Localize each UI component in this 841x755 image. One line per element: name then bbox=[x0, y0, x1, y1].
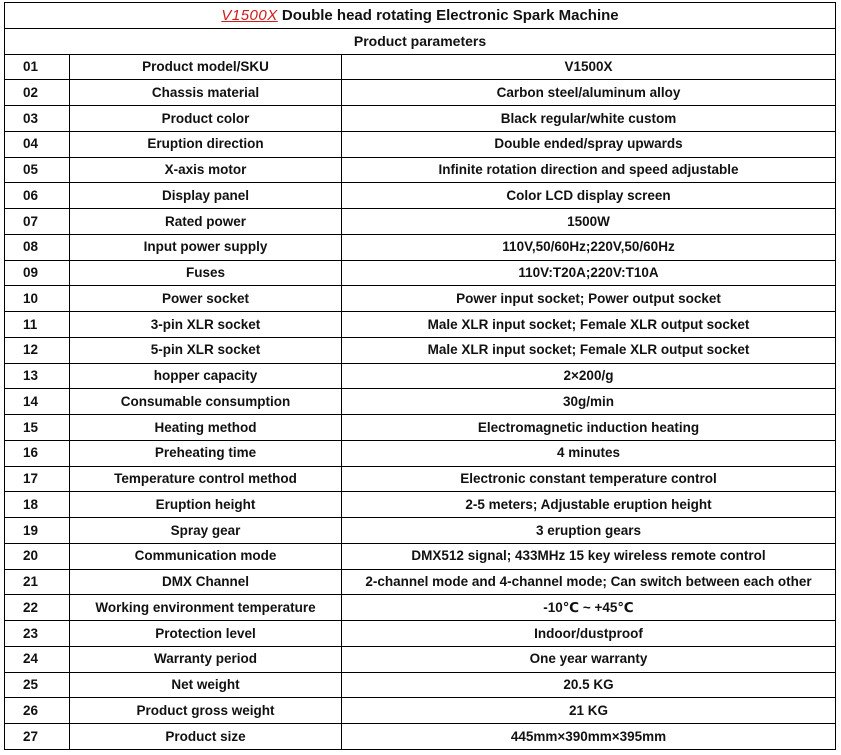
parameter-value: 3 eruption gears bbox=[342, 518, 836, 544]
parameter-name: Heating method bbox=[70, 415, 342, 441]
parameter-value: Double ended/spray upwards bbox=[342, 131, 836, 157]
section-heading: Product parameters bbox=[5, 28, 836, 54]
spec-table bbox=[4, 2, 836, 750]
spec-table-body bbox=[5, 3, 836, 750]
parameter-value: Infinite rotation direction and speed adjustable bbox=[342, 157, 836, 183]
parameter-name: Eruption height bbox=[70, 492, 342, 518]
parameter-name: Net weight bbox=[70, 672, 342, 698]
table-row bbox=[5, 286, 836, 312]
parameter-name: Protection level bbox=[70, 621, 342, 647]
row-number: 13 bbox=[5, 363, 70, 389]
row-number: 06 bbox=[5, 183, 70, 209]
row-number: 10 bbox=[5, 286, 70, 312]
parameter-value: Black regular/white custom bbox=[342, 106, 836, 132]
row-number: 14 bbox=[5, 389, 70, 415]
parameter-name: hopper capacity bbox=[70, 363, 342, 389]
table-row bbox=[5, 621, 836, 647]
parameter-name: Communication mode bbox=[70, 543, 342, 569]
parameter-value: Power input socket; Power output socket bbox=[342, 286, 836, 312]
row-number: 08 bbox=[5, 234, 70, 260]
table-row bbox=[5, 415, 836, 441]
parameter-value: 445mm×390mm×395mm bbox=[342, 724, 836, 750]
parameter-name: Working environment temperature bbox=[70, 595, 342, 621]
row-number: 17 bbox=[5, 466, 70, 492]
table-row bbox=[5, 54, 836, 80]
row-number: 07 bbox=[5, 209, 70, 235]
parameter-value: 110V,50/60Hz;220V,50/60Hz bbox=[342, 234, 836, 260]
parameter-value: Electromagnetic induction heating bbox=[342, 415, 836, 441]
row-number: 12 bbox=[5, 337, 70, 363]
parameter-value: Male XLR input socket; Female XLR output socket bbox=[342, 312, 836, 338]
title-model-number: V1500X bbox=[221, 6, 278, 24]
parameter-value: V1500X bbox=[342, 54, 836, 80]
table-row bbox=[5, 337, 836, 363]
row-number: 26 bbox=[5, 698, 70, 724]
table-row bbox=[5, 698, 836, 724]
parameter-value: -10℃ ~ +45℃ bbox=[342, 595, 836, 621]
table-row bbox=[5, 157, 836, 183]
parameter-name: Product gross weight bbox=[70, 698, 342, 724]
parameter-value: 4 minutes bbox=[342, 440, 836, 466]
parameter-name: X-axis motor bbox=[70, 157, 342, 183]
parameter-name: Display panel bbox=[70, 183, 342, 209]
parameter-name: 5-pin XLR socket bbox=[70, 337, 342, 363]
parameter-value: 30g/min bbox=[342, 389, 836, 415]
table-row bbox=[5, 363, 836, 389]
row-number: 02 bbox=[5, 80, 70, 106]
row-number: 11 bbox=[5, 312, 70, 338]
title-text: Double head rotating Electronic Spark Machine bbox=[281, 6, 619, 24]
parameter-name: Eruption direction bbox=[70, 131, 342, 157]
parameter-value: One year warranty bbox=[342, 646, 836, 672]
table-row bbox=[5, 518, 836, 544]
row-number: 18 bbox=[5, 492, 70, 518]
table-row bbox=[5, 234, 836, 260]
parameter-value: Indoor/dustproof bbox=[342, 621, 836, 647]
parameter-name: Warranty period bbox=[70, 646, 342, 672]
row-number: 09 bbox=[5, 260, 70, 286]
parameter-name: Temperature control method bbox=[70, 466, 342, 492]
parameter-name: Fuses bbox=[70, 260, 342, 286]
parameter-name: Consumable consumption bbox=[70, 389, 342, 415]
parameter-name: Product model/SKU bbox=[70, 54, 342, 80]
row-number: 27 bbox=[5, 724, 70, 750]
row-number: 22 bbox=[5, 595, 70, 621]
row-number: 24 bbox=[5, 646, 70, 672]
table-row bbox=[5, 440, 836, 466]
row-number: 04 bbox=[5, 131, 70, 157]
row-number: 03 bbox=[5, 106, 70, 132]
row-number: 23 bbox=[5, 621, 70, 647]
table-row bbox=[5, 672, 836, 698]
parameter-name: Preheating time bbox=[70, 440, 342, 466]
parameter-value: Electronic constant temperature control bbox=[342, 466, 836, 492]
parameter-name: Rated power bbox=[70, 209, 342, 235]
row-number: 05 bbox=[5, 157, 70, 183]
parameter-name: Product size bbox=[70, 724, 342, 750]
table-row bbox=[5, 260, 836, 286]
table-row bbox=[5, 209, 836, 235]
parameter-name: Product color bbox=[70, 106, 342, 132]
parameter-value: 2-5 meters; Adjustable eruption height bbox=[342, 492, 836, 518]
row-number: 21 bbox=[5, 569, 70, 595]
table-row bbox=[5, 106, 836, 132]
parameter-name: Input power supply bbox=[70, 234, 342, 260]
row-number: 25 bbox=[5, 672, 70, 698]
table-row bbox=[5, 312, 836, 338]
parameter-value: DMX512 signal; 433MHz 15 key wireless remote control bbox=[342, 543, 836, 569]
table-row bbox=[5, 595, 836, 621]
parameter-value: Male XLR input socket; Female XLR output socket bbox=[342, 337, 836, 363]
table-row bbox=[5, 569, 836, 595]
row-number: 20 bbox=[5, 543, 70, 569]
table-row bbox=[5, 646, 836, 672]
table-row bbox=[5, 492, 836, 518]
parameter-value: Color LCD display screen bbox=[342, 183, 836, 209]
parameter-name: Chassis material bbox=[70, 80, 342, 106]
parameter-value: 21 KG bbox=[342, 698, 836, 724]
table-row bbox=[5, 724, 836, 750]
parameter-value: 110V:T20A;220V:T10A bbox=[342, 260, 836, 286]
row-number: 19 bbox=[5, 518, 70, 544]
table-row bbox=[5, 466, 836, 492]
parameter-value: 1500W bbox=[342, 209, 836, 235]
row-number: 16 bbox=[5, 440, 70, 466]
parameter-name: Spray gear bbox=[70, 518, 342, 544]
parameter-value: 2-channel mode and 4-channel mode; Can switch between each other bbox=[342, 569, 836, 595]
table-row bbox=[5, 389, 836, 415]
parameter-name: 3-pin XLR socket bbox=[70, 312, 342, 338]
table-row bbox=[5, 80, 836, 106]
subtitle-row bbox=[5, 28, 836, 54]
row-number: 15 bbox=[5, 415, 70, 441]
parameter-name: Power socket bbox=[70, 286, 342, 312]
table-row bbox=[5, 131, 836, 157]
table-row bbox=[5, 183, 836, 209]
row-number: 01 bbox=[5, 54, 70, 80]
title-row bbox=[5, 3, 836, 29]
table-row bbox=[5, 543, 836, 569]
parameter-value: 20.5 KG bbox=[342, 672, 836, 698]
parameter-value: Carbon steel/aluminum alloy bbox=[342, 80, 836, 106]
parameter-value: 2×200/g bbox=[342, 363, 836, 389]
parameter-name: DMX Channel bbox=[70, 569, 342, 595]
table-title bbox=[5, 3, 836, 29]
